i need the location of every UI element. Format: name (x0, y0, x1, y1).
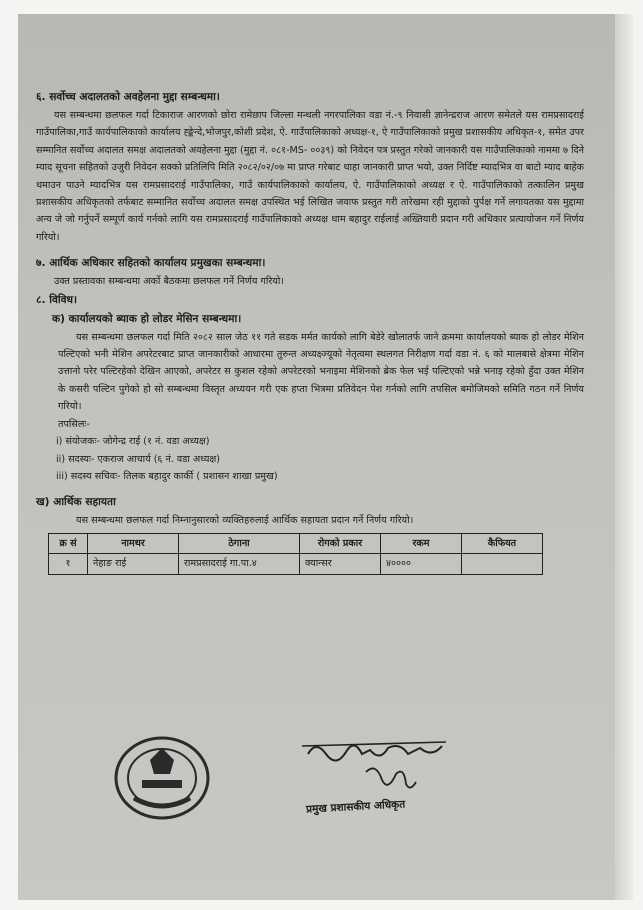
col-address: ठेगाना (179, 533, 300, 553)
signatory-title: प्रमुख प्रशासकीय अधिकृत (305, 798, 406, 816)
details-label: तपसिलः- (58, 418, 90, 430)
cell-name: नेहाङ राई (88, 554, 179, 574)
committee-list (36, 433, 584, 485)
col-disease: रोगको प्रकार (300, 533, 381, 553)
sub-b-body: यस सम्बन्धमा छलफल गर्दा निम्नानुसारको व्यक्तिहरुलाई आर्थिक सहायता प्रदान गर्ने निर्णय गरियो। (76, 515, 414, 527)
committee-member: iii) सदस्य सचिवः- तिलक बहादुर कार्की ( प्रशासन शाखा प्रमुख) (56, 470, 278, 482)
minutes-content (36, 88, 584, 575)
assistance-table (48, 533, 543, 575)
committee-member: i) संयोजकः- जोगेन्द्र राई (१ नं. वडा अध्यक्ष) (56, 436, 210, 448)
col-amount: रकम (381, 533, 462, 553)
page-edge (615, 14, 633, 900)
cell-serial: १ (49, 554, 88, 574)
cell-amount: ४०००० (381, 554, 462, 574)
sub-a-body: यस सम्बन्धमा छलफल गर्दा मिति २०८२ साल जेठ ११ गते सडक मर्मत कार्यको लागि बेडेरे खोलातर्फ जाने क्रममा कार्यालयको ब्याक हो लोडर मेशिन पल्टिएको भनी मेशिन अपरेटरबाट प्राप्त जानकारीको आधारमा तुरुन्त अध्यक्ष्ज्यूको नेतृत्वमा स्थलगत निरीक्षण गर्दा वडा नं. ६ को मालबासे क्षेत्रमा मेशिन उत्तानो परेर पल्टिरहेको देखिन आएको, अपरेटर स कुशल रहेको अपरेटरको भनाइमा मेशिनको ब्रेक फेल भई पल्टिएको भन्ने भनाइ रहेको हुँदा उक्त मेशिन के कसरी पल्टिन पुगेको हो सो सम्बन्धमा विस्तृत अध्ययन गरी एक हप्ता भित्रमा प्रतिवेदन पेश गर्नको लागि तपसिल बमोजिमको समिति गठन गर्ने निर्णय गरियो। (58, 331, 584, 413)
section-6-heading: ६. सर्वोच्च अदालतको अवहेलना मुद्दा सम्बन्धमा। (36, 91, 220, 103)
table-row (49, 554, 543, 574)
sub-b-heading: ख) आर्थिक सहायता (36, 496, 116, 509)
committee-member: ii) सदस्यः- एकराज आचार्य (६ नं. वडा अध्यक्ष) (56, 453, 221, 465)
section-7-heading: ७. आर्थिक अधिकार सहितको कार्यालय प्रमुखका सम्बन्धमा। (36, 257, 266, 270)
office-seal-stamp (112, 728, 212, 828)
cell-disease: क्यान्सर (300, 554, 381, 574)
section-6-body: यस सम्बन्धमा छलफल गर्दा टिकाराज आरणको छोरा रामेछाप जिल्ला मन्थली नगरपालिका वडा नं.-९ निवासी ज्ञानेन्द्रराज आरण समेतले यस रामप्रसादराई गाउँपालिका,गाउँ कार्यपालिकाको कार्यालय ह्ङ्केन्दे,भोजपुर,कोशी प्रदेश, ऐ. गाउँपालिकाको अध्यक्ष-१, ऐ गाउँपालिकाको प्रमुख प्रशासकीय अधिकृत-१, समेत उपर सम्मानित सर्वोच्च अदालत समक्ष अदालतको अवहेलना मुद्दा (मुद्दा नं. ०८१-MS- ००३९) को निवेदन पत्र प्रस्तुत गरेको जानकारी यस गाउँपालिकाको नाममा ७ दिने म्याद सूचना सहितको उजुरी निवेदन सक्को प्रतिलिपि मिति २०८२/०२/०७ मा प्राप्त गरेबाट थाहा जानकारी प्राप्त भयो, उक्त निर्दिष्ट म्यादभित्र वा बाटो म्याद बाहेक थमाउन पाउने म्यादभित्र यस रामप्रसादराई गाउँपालिका, गाउँ कार्यपालिकाको कार्यालय, ऐ. गाउँपालिकाको अध्यक्ष र ऐ. गाउँपालिकाको तत्कालिन प्रमुख प्रशासकीय अधिकृतको तर्फबाट सम्मानित सर्वोच्च अदालत समक्ष उपस्थित भई लिखित जवाफ प्रस्तुत गरी तारेखमा रही मुद्दाको पुर्पक्ष गर्ने लगायतका यस मुद्दामा अन्य जे जो गर्नुपर्ने सम्पूर्ण कार्य गर्नको लागि यस रामप्रसादराई गाउँपालिकाको अध्यक्ष थाम बहादुर राईलाई अख्तियारी प्रदान गरी अधिकार प्रत्यायोजन गर्ने निर्णय गरियो। (36, 110, 584, 243)
cell-remarks (462, 554, 543, 574)
col-serial: क्र सं (49, 533, 88, 553)
col-remarks: कैफियत (462, 533, 543, 553)
cell-address: रामप्रसादराई गा.पा.४ (179, 554, 300, 574)
section-8-heading: ८. विविध। (36, 293, 78, 306)
sub-a-heading: क) कार्यालयको ब्याक हो लोडर मेसिन सम्बन्धमा। (52, 312, 242, 325)
table-header-row (49, 533, 543, 553)
section-7-body: उक्त प्रस्तावका सम्बन्धमा अर्को बैठकमा छलफल गर्ने निर्णय गरियो। (54, 276, 284, 288)
col-name: नामथर (88, 533, 179, 553)
